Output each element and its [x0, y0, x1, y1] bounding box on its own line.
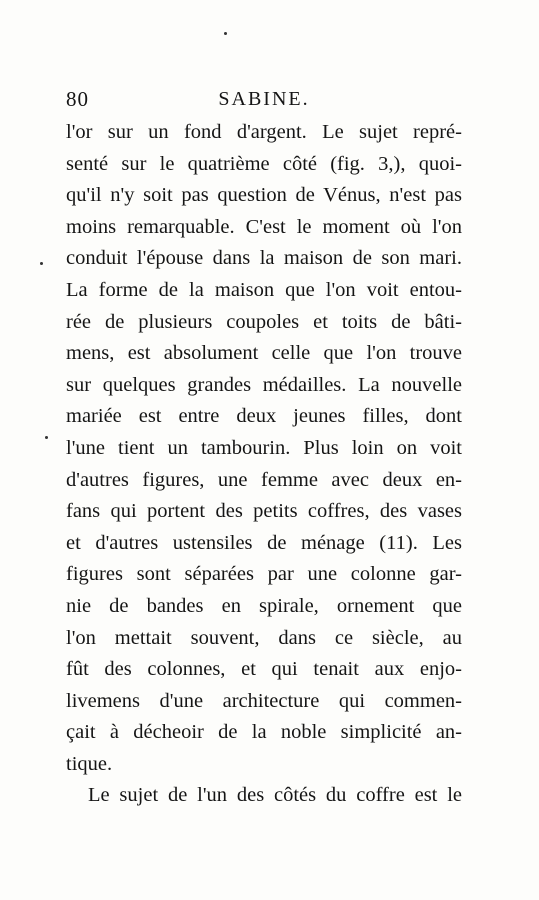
- text-line: La forme de la maison que l'on voit entou-: [66, 278, 462, 301]
- body-text: [66, 117, 462, 812]
- page-header: [66, 84, 462, 114]
- text-line-paragraph-end: tique.: [66, 752, 113, 775]
- text-line: l'on mettait souvent, dans ce siècle, au: [66, 626, 462, 649]
- text-line: mariée est entre deux jeunes filles, dont: [66, 405, 462, 428]
- text-line: nie de bandes en spirale, ornement que: [66, 594, 462, 617]
- text-line: conduit l'épouse dans la maison de son mari.: [66, 247, 462, 270]
- running-title: SABINE.: [218, 88, 310, 110]
- text-line: çait à décheoir de la noble simplicité an-: [66, 721, 462, 744]
- text-line: livemens d'une architecture qui commen-: [66, 689, 462, 712]
- ink-speck: [45, 436, 48, 439]
- text-line: figures sont séparées par une colonne gar-: [66, 563, 462, 586]
- text-line: d'autres figures, une femme avec deux en-: [66, 468, 462, 491]
- text-line: l'or sur un fond d'argent. Le sujet repré-: [66, 121, 462, 143]
- text-line: moins remarquable. C'est le moment où l'on: [66, 215, 462, 238]
- text-line: fût des colonnes, et qui tenait aux enjo-: [66, 658, 462, 681]
- text-line: qu'il n'y soit pas question de Vénus, n'est pas: [66, 184, 462, 207]
- ink-speck: [40, 262, 43, 265]
- text-line: fans qui portent des petits coffres, des vases: [66, 500, 462, 523]
- ink-speck: [224, 32, 227, 35]
- text-line: senté sur le quatrième côté (fig. 3,), quoi-: [66, 152, 462, 175]
- text-line: et d'autres ustensiles de ménage (11). Les: [66, 531, 462, 554]
- text-line: mens, est absolument celle que l'on trouve: [66, 342, 462, 365]
- text-line-paragraph-start: Le sujet de l'un des côtés du coffre est le: [88, 784, 462, 807]
- text-line: rée de plusieurs coupoles et toits de bâti-: [66, 310, 462, 333]
- text-line: sur quelques grandes médailles. La nouvelle: [66, 373, 462, 396]
- page-number: 80: [66, 87, 89, 111]
- text-line: l'une tient un tambourin. Plus loin on voit: [66, 436, 462, 459]
